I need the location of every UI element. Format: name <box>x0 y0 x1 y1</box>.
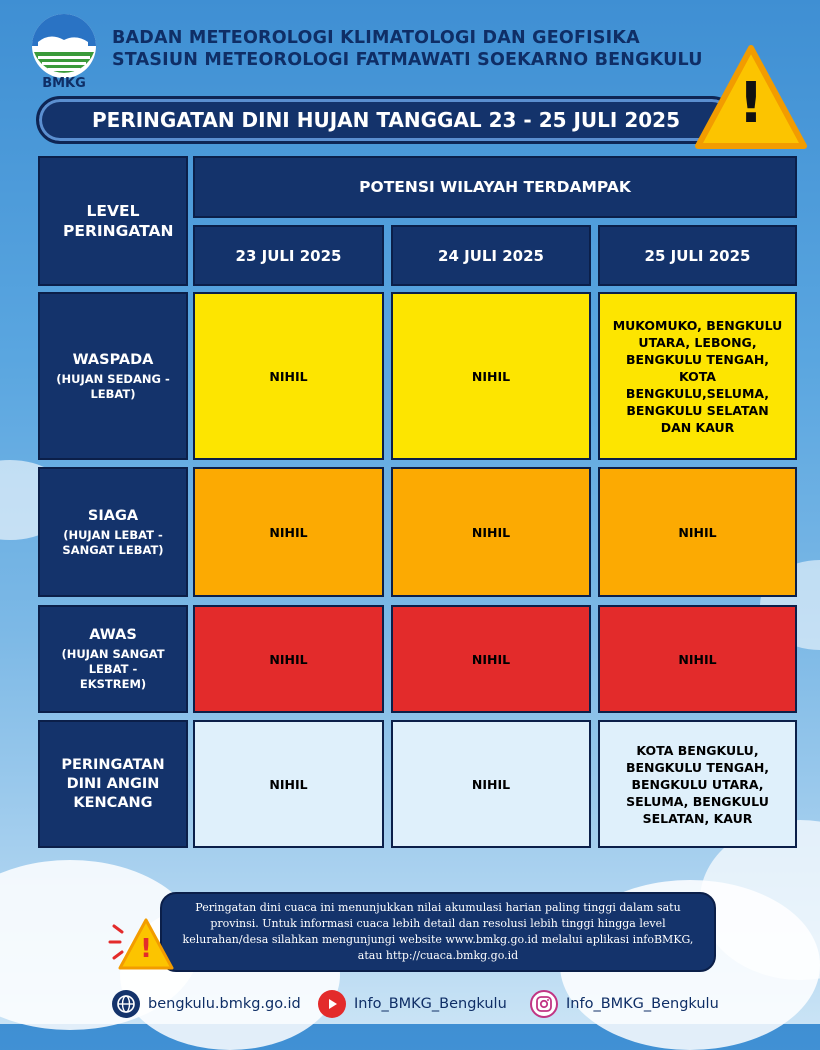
page-title-text: PERINGATAN DINI HUJAN TANGGAL 23 - 25 JULI 2025 <box>92 108 680 132</box>
level-description: (HUJAN LEBAT - SANGAT LEBAT) <box>62 527 164 557</box>
page-title <box>36 96 736 144</box>
date-header-text: 25 JULI 2025 <box>644 246 751 265</box>
warning-cell-awas <box>391 605 591 713</box>
date-header-text: 24 JULI 2025 <box>438 246 544 265</box>
cell-value: NIHIL <box>471 368 511 384</box>
cell-value: NIHIL <box>471 776 511 792</box>
region-header <box>193 156 797 218</box>
website-text: bengkulu.bmkg.go.id <box>148 996 301 1012</box>
date-header <box>391 225 591 286</box>
warning-cell-siaga <box>598 467 797 597</box>
warning-cell-angin <box>391 720 591 848</box>
info-note-text: Peringatan dini cuaca ini menunjukkan nilai akumulasi harian paling tinggi dalam satu provinsi. Untuk informasi cuaca lebih detail dan resolusi lebih tinggi hingga level kelurahan/desa silahkan mengunjungi website www.bmkg.go.id melalui aplikasi infoBMKG, atau http://cuaca.bmkg.go.id <box>182 901 694 962</box>
instagram-icon <box>530 990 558 1018</box>
date-header <box>598 225 797 286</box>
region-header-text: POTENSI WILAYAH TERDAMPAK <box>359 178 631 196</box>
cell-value: NIHIL <box>678 651 717 667</box>
warning-cell-awas <box>193 605 384 713</box>
warning-cell-awas <box>598 605 797 713</box>
cell-value: NIHIL <box>471 651 511 667</box>
level-description: (HUJAN SEDANG - LEBAT) <box>56 371 170 401</box>
warning-cell-waspada <box>598 292 797 460</box>
info-note <box>160 892 716 972</box>
warning-cell-waspada <box>391 292 591 460</box>
level-angin-kencang <box>38 720 188 848</box>
cell-value: NIHIL <box>269 651 308 667</box>
level-waspada <box>38 292 188 460</box>
level-name: WASPADA <box>72 351 154 368</box>
warning-cell-siaga <box>391 467 591 597</box>
level-header <box>38 156 188 286</box>
cell-value: MUKOMUKO, BENGKULU UTARA, LEBONG, BENGKULU TENGAH, KOTA BENGKULU,SELUMA, BENGKULU SELATAN DAN KAUR <box>612 317 783 435</box>
warning-cell-siaga <box>193 467 384 597</box>
date-header-text: 23 JULI 2025 <box>235 246 342 265</box>
warning-cell-angin <box>598 720 797 848</box>
level-header-text: LEVEL PERINGATAN <box>63 202 174 240</box>
warning-triangle-icon <box>692 42 810 154</box>
level-name: SIAGA <box>87 507 139 524</box>
logo-text: BMKG <box>42 76 86 91</box>
date-header <box>193 225 384 286</box>
cell-value: NIHIL <box>269 524 308 540</box>
organization-name: BADAN METEOROLOGI KLIMATOLOGI DAN GEOFISIKA <box>112 28 640 48</box>
website-link[interactable] <box>112 990 301 1018</box>
level-name: PERINGATAN DINI ANGIN KENCANG <box>61 756 165 811</box>
globe-icon <box>112 990 140 1018</box>
level-siaga <box>38 467 188 597</box>
cell-value: KOTA BENGKULU, BENGKULU TENGAH, BENGKULU UTARA, SELUMA, BENGKULU SELATAN, KAUR <box>625 742 770 826</box>
youtube-icon <box>318 990 346 1018</box>
cell-value: NIHIL <box>678 524 717 540</box>
instagram-text: Info_BMKG_Bengkulu <box>566 996 719 1012</box>
cell-value: NIHIL <box>269 776 308 792</box>
alert-triangle-icon <box>108 912 178 976</box>
station-name: STASIUN METEOROLOGI FATMAWATI SOEKARNO BENGKULU <box>112 50 703 70</box>
warning-cell-angin <box>193 720 384 848</box>
cell-value: NIHIL <box>471 524 511 540</box>
warning-glyph: ! <box>738 71 764 136</box>
instagram-link[interactable] <box>530 990 719 1018</box>
warning-cell-waspada <box>193 292 384 460</box>
alert-glyph: ! <box>140 934 152 964</box>
youtube-link[interactable] <box>318 990 507 1018</box>
level-awas <box>38 605 188 713</box>
bmkg-logo <box>30 12 98 92</box>
level-name: AWAS <box>89 627 137 643</box>
cell-value: NIHIL <box>269 368 308 384</box>
level-description: (HUJAN SANGAT LEBAT - EKSTREM) <box>61 647 165 691</box>
youtube-text: Info_BMKG_Bengkulu <box>354 996 507 1012</box>
